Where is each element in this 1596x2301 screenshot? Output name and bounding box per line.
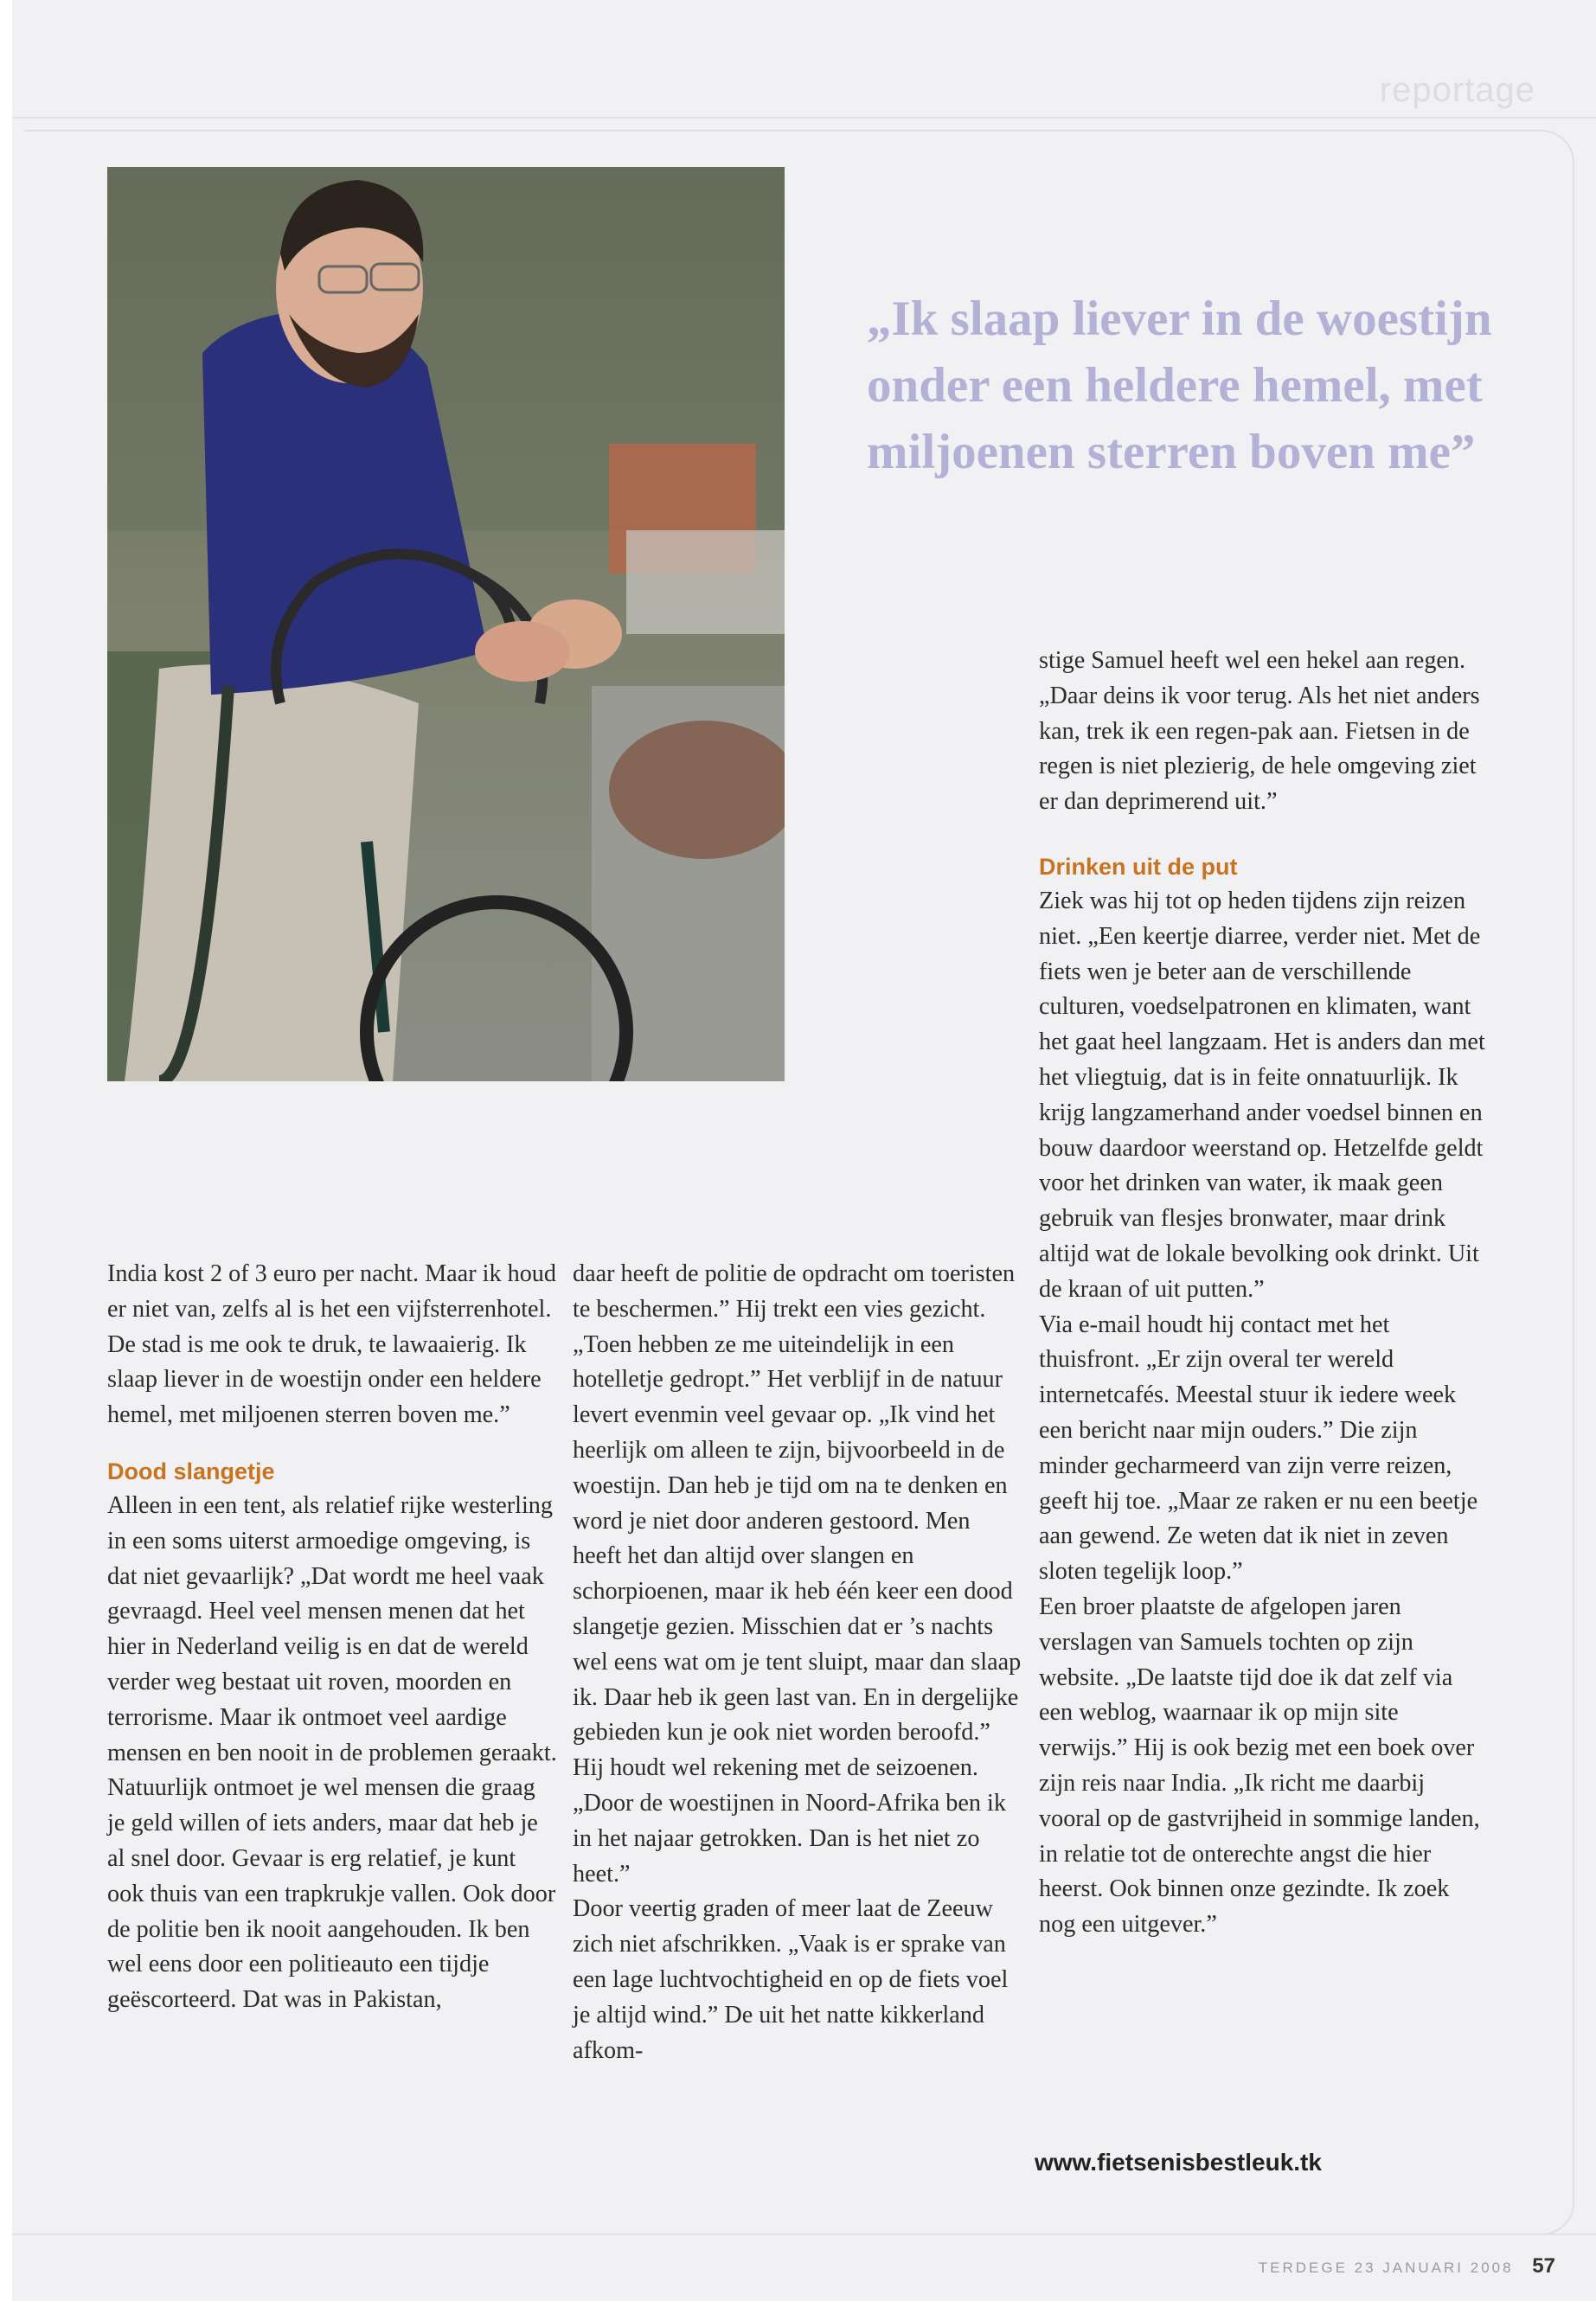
page-number: 57	[1532, 2254, 1555, 2278]
subheading-drinken-uit-de-put: Drinken uit de put	[1039, 853, 1238, 880]
column-right	[1039, 644, 1489, 1943]
column-right-paragraph: Ziek was hij tot op heden tijdens zijn reizen niet. „Een keertje diarree, verder niet. Met de fiets wen je beter aan de verschillende culturen, voedselpatronen en klimaten, want het gaat heel langzaam. Het is anders dan met het vliegtuig, dat is in feite onnatuurlijk. Ik krijg langzamerhand ander voedsel binnen en bouw daardoor weerstand op. Hetzelfde geldt voor het drinken van water, ik maak geen gebruik van flesjes bronwater, maar drink altijd wat de lokale bevolking ook drinkt. Uit de kraan of uit putten.”	[1039, 887, 1485, 1303]
website-link[interactable]: www.fietsenisbestleuk.tk	[1035, 2149, 1322, 2176]
column-left-paragraph: India kost 2 of 3 euro per nacht. Maar ik houd er niet van, zelfs al is het een vijfsterrenhotel. De stad is me ook te druk, te lawaaierig. Ik slaap liever in de woestijn onder een heldere hemel, met miljoenen sterren boven me.”	[107, 1260, 556, 1429]
footer-date: 23 JANUARI 2008	[1354, 2259, 1514, 2276]
column-right-paragraph: Via e-mail houdt hij contact met het thuisfront. „Er zijn overal ter wereld internetcafés. Meestal stuur ik iedere week een bericht naar mijn ouders.” Die zijn minder gecharmeerd van zijn verre reizen, geeft hij toe. „Maar ze raken er nu een beetje aan gewend. Ze weten dat ik niet in zeven sloten tegelijk loop.”	[1039, 1311, 1478, 1586]
subheading-dood-slangetje: Dood slangetje	[107, 1458, 275, 1484]
footer-magazine: TERDEGE	[1258, 2259, 1348, 2276]
cyclist-photo-image	[107, 167, 785, 1081]
column-middle-paragraph: Hij houdt wel rekening met de seizoenen. „Door de woestijnen in Noord-Afrika ben ik in het najaar getrokken. Dan is het niet zo heet.”	[573, 1754, 1006, 1888]
column-right-paragraph: stige Samuel heeft wel een hekel aan regen. „Daar deins ik voor terug. Als het niet anders kan, trek ik een regen-pak aan. Fietsen in de regen is niet plezierig, de hele omgeving ziet er dan deprimerend uit.”	[1039, 647, 1480, 816]
footer-rule	[12, 2234, 1596, 2235]
column-right-paragraph: Een broer plaatste de afgelopen jaren verslagen van Samuels tochten op zijn website. „De laatste tijd doe ik dat zelf via een weblog, waarnaar ik op mijn site verwijs.” Hij is ook bezig met een boek over zijn reis naar India. „Ik richt me daarbij vooral op de gastvrijheid in sommige landen, in relatie tot de onterechte angst die hier heerst. Ook binnen onze gezindte. Ik zoek nog een uitgever.”	[1039, 1593, 1480, 1939]
magazine-page	[12, 0, 1596, 2301]
page-footer	[1259, 2254, 1555, 2279]
article-photo	[107, 167, 785, 1081]
column-middle-paragraph: Door veertig graden of meer laat de Zeeuw zich niet afschrikken. „Vaak is er sprake van een lage luchtvochtigheid en op de fiets voel je altijd wind.” De uit het natte kikkerland afkom-	[573, 1895, 1009, 2064]
column-middle	[573, 1257, 1022, 2068]
column-left	[107, 1257, 557, 2018]
header-rule	[12, 117, 1596, 119]
column-middle-paragraph: daar heeft de politie de opdracht om toeristen te beschermen.” Hij trekt een vies gezicht. „Toen hebben ze me uiteindelijk in een hotelletje gedropt.” Het verblijf in de natuur levert evenmin veel gevaar op. „Ik vind het heerlijk om alleen te zijn, bijvoorbeeld in de woestijn. Dan heb je tijd om na te denken en word je niet door anderen gestoord. Men heeft het dan altijd over slangen en schorpioenen, maar ik heb één keer een dood slangetje gezien. Misschien dat er ’s nachts wel eens wat om je tent sluipt, maar dan slaap ik. Daar heb ik geen last van. En in dergelijke gebieden kun je ook niet worden beroofd.”	[573, 1260, 1022, 1747]
section-header: reportage	[1379, 71, 1535, 109]
pull-quote: „Ik slaap liever in de woestijn onder een heldere hemel, met miljoenen sterren boven me”	[867, 292, 1492, 479]
column-left-paragraph: Alleen in een tent, als relatief rijke westerling in een soms uiterst armoedige omgeving, is dat niet gevaarlijk? „Dat wordt me heel vaak gevraagd. Heel veel mensen menen dat het hier in Nederland veilig is en dat de wereld verder weg bestaat uit roven, moorden en terrorisme. Maar ik ontmoet veel aardige mensen en ben nooit in de problemen geraakt. Natuurlijk ontmoet je wel mensen die graag je geld willen of iets anders, maar dat heb je al snel door. Gevaar is erg relatief, je kunt ook thuis van een trapkrukje vallen. Ook door de politie ben ik nooit aangehouden. Ik ben wel eens door een politieauto een tijdje geëscorteerd. Dat was in Pakistan,	[107, 1491, 557, 2014]
